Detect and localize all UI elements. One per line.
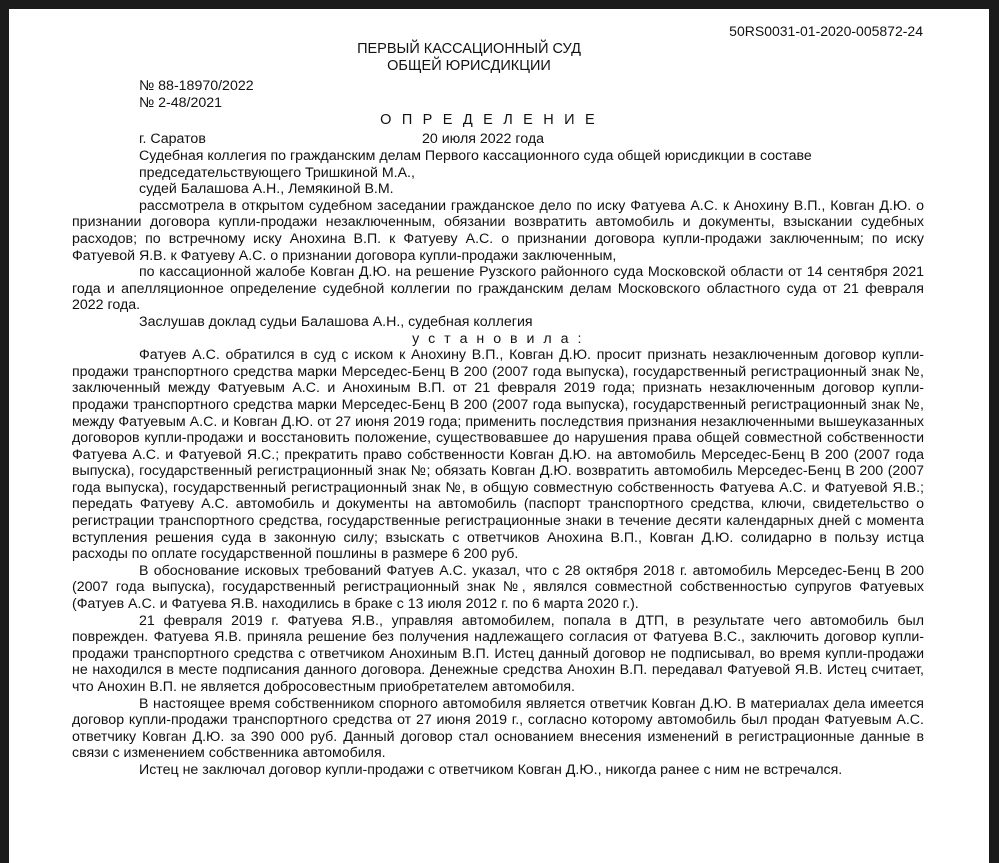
- paragraph: Заслушав доклад судьи Балашова А.Н., судебная коллегия: [139, 313, 533, 330]
- case-num-1: № 88-18970/2022: [139, 78, 254, 94]
- paragraph: В настоящее время собственником спорного автомобиля является ответчик Ковган Д.Ю. В материалах дела имеется договор купли-продажи транспортного средства от 27 июня 2019 г., согласно которому автомобиль был продан Фатуевым А.С. ответчику Ковган Д.Ю. за 390 000 руб. Данный договор стал основанием внесения изменений в регистрационные данные в связи с изменением собственника автомобиля.: [72, 695, 924, 762]
- paragraph: Судебная коллегия по гражданским делам Первого кассационного суда общей юрисдикции в составе: [139, 148, 812, 164]
- paragraph: 21 февраля 2019 г. Фатуева Я.В., управляя автомобилем, попала в ДТП, в результате чего автомобиль был поврежден. Фатуева Я.В. приняла решение без получения надлежащего согласия от Фатуева В.С., заключить договор купли-продажи транспортного средства с ответчиком Анохиным В.П. Истец данный договор не подписывал, во время купли-продажи не находился в месте подписания данного договора. Денежные средства Анохин В.П. передавал Фатуевой Я.В. Истец считает, что Анохин В.П. не является добросовестным приобретателем автомобиля.: [72, 612, 924, 695]
- document-body: [72, 148, 924, 779]
- case-num-2: № 2-48/2021: [139, 94, 223, 111]
- case-numbers: [139, 78, 254, 111]
- document-title: [9, 112, 989, 129]
- ruling-date: 20 июля 2022 года: [422, 131, 544, 147]
- court-line-1: ПЕРВЫЙ КАССАЦИОННЫЙ СУД: [357, 41, 581, 57]
- case-number: 50RS0031-01-2020-005872-24: [729, 23, 923, 39]
- paragraph: по кассационной жалобе Ковган Д.Ю. на решение Рузского районного суда Московской области от 14 сентября 2021 года и апелляционное определение судебной коллегии по гражданским делам Московского областного суда от 21 февраля 2022 года.: [72, 264, 924, 314]
- paragraph: судей Балашова А.Н., Лемякиной В.М.: [139, 181, 394, 198]
- court-line-2: ОБЩЕЙ ЮРИСДИКЦИИ: [387, 58, 551, 74]
- paragraph: В обоснование исковых требований Фатуев А.С. указал, что с 28 октября 2018 г. автомобиль Мерседес-Бенц В 200 (2007 года выпуска), государственный регистрационный знак №, являлся совместной собственностью супругов Фатуевых (Фатуев А.С. и Фатуева Я.В. находились в браке с 13 июля 2012 г. по 6 марта 2020 г.).: [72, 562, 924, 613]
- paragraph: рассмотрела в открытом судебном заседании гражданское дело по иску Фатуева А.С. к Анохину В.П., Ковган Д.Ю. о признании договора купли-продажи незаключенным, обязании возвратить автомобиль и документы, взыскании судебных расходов; по встречному иску Анохина В.П. к Фатуеву А.С. о признании договора купли-продажи заключенным; по иску Фатуевой Я.В. к Фатуеву А.С. о признании договора купли-продажи заключенным,: [72, 197, 924, 264]
- city: г. Саратов: [139, 131, 206, 147]
- document-page: [9, 9, 989, 863]
- court-name: [9, 41, 989, 75]
- paragraph: председательствующего Тришкиной М.А.,: [139, 164, 415, 181]
- court-ruling-document: [9, 9, 989, 863]
- paragraph: Истец не заключал договор купли-продажи с ответчиком Ковган Д.Ю., никогда ранее с ним не встречался.: [139, 761, 843, 778]
- title-text: О П Р Е Д Е Л Е Н И Е: [380, 112, 598, 128]
- section-heading: у с т а н о в и л а :: [412, 330, 584, 347]
- paragraph: Фатуев А.С. обратился в суд с иском к Анохину В.П., Ковган Д.Ю. просит признать незаключенным договор купли-продажи транспортного средства марки Мерседес-Бенц В 200 (2007 года выпуска), государственный регистрационный знак №, заключенный между Фатуевым А.С. и Анохиным В.П. от 21 февраля 2019 года; признать незаключенным договор купли-продажи транспортного средства марки Мерседес-Бенц В 200 (2007 года выпуска), государственный регистрационный знак №, между Фатуевым А.С. и Ковган Д.Ю. от 27 июня 2019 года; применить последствия признания незаключенными вышеуказанных договоров купли-продажи и восстановить положение, существовавшее до нарушения права общей совместной собственности Фатуева А.С. и Фатуевой Я.С.; прекратить право собственности Ковган Д.Ю. на автомобиль Мерседес-Бенц В 200 (2007 года выпуска), государственный регистрационный знак №; обязать Ковган Д.Ю. возвратить автомобиль Мерседес-Бенц В 200 (2007 года выпуска), государственный регистрационный знак №, в общую совместную собственность Фатуева А.С. и Фатуевой Я.В.; передать Фатуеву А.С. автомобиль и документы на автомобиль (паспорт транспортного средства, ключи, свидетельство о регистрации транспортного средства, государственные регистрационные знаки в течение десяти календарных дней с момента вступления решения суда в законную силу; взыскать с ответчиков Анохина В.П., Ковган Д.Ю. солидарно в пользу истца расходы по оплате государственной пошлины в размере 6 200 руб.: [72, 347, 924, 563]
